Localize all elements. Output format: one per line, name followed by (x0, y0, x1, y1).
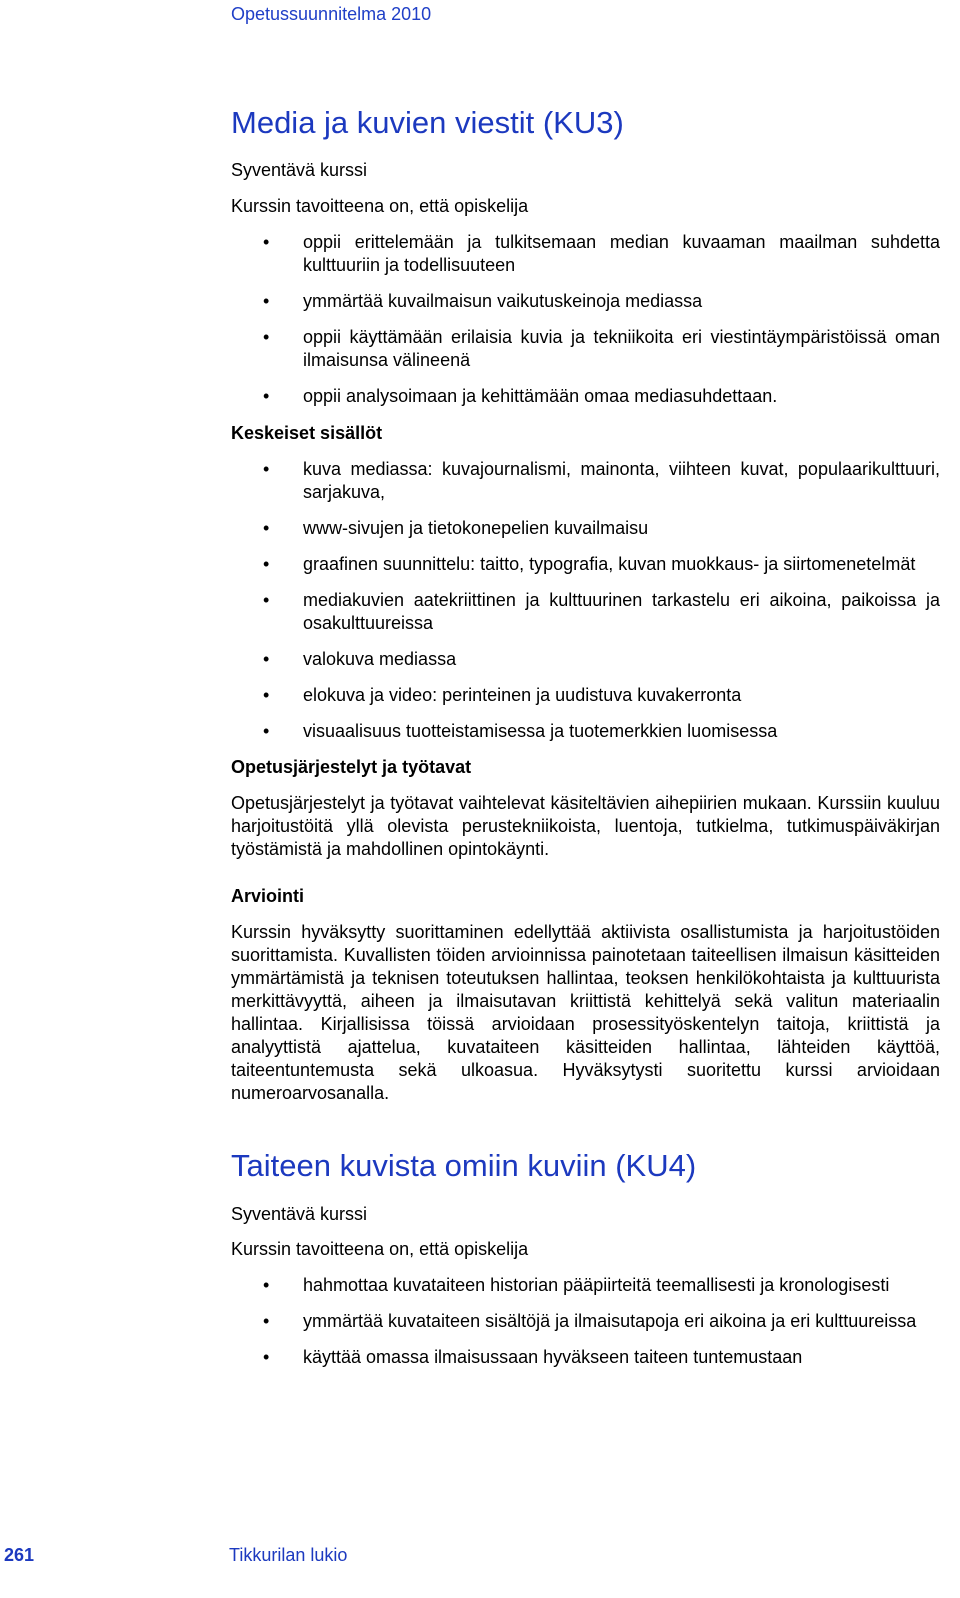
list-item: • käyttää omassa ilmaisussaan hyväkseen taiteen tuntemustaan (231, 1346, 940, 1369)
contents-heading: Keskeiset sisällöt (231, 423, 383, 443)
goals-intro-ku3: Kurssin tavoitteena on, että opiskelija (231, 196, 529, 216)
list-item: • kuva mediassa: kuvajournalismi, mainonta, viihteen kuvat, populaarikulttuuri, sarjakuva, (231, 458, 940, 504)
section-title-ku4: Taiteen kuvista omiin kuviin (KU4) (231, 1148, 697, 1183)
list-item: • graafinen suunnittelu: taitto, typografia, kuvan muokkaus- ja siirtomenetelmät (231, 553, 940, 576)
page-content (231, 104, 940, 1369)
section-title-ku3: Media ja kuvien viestit (KU3) (231, 105, 624, 140)
methods-heading: Opetusjärjestelyt ja työtavat (231, 757, 472, 777)
list-item: • valokuva mediassa (231, 648, 940, 671)
assessment-text: Kurssin hyväksytty suorittaminen edellyttää aktiivista osallistumista ja harjoitustöiden suorittamista. Kuvallisten töiden arvioinnissa painotetaan taiteellisen ilmaisun käsitteiden ymmärtämistä ja teknisen toteutuksen hallintaa, teoksen henkilökohtaista ja kulttuurista merkittävyyttä, aiheen ja ilmaisutavan kriittistä kehittelyä sekä valitun materiaalin hallintaa. Kirjallisissa töissä arvioidaan prosessityöskentelyn taitoja, kriittistä ja analyyttistä ajattelua, kuvataiteen käsitteiden hallintaa, lähteiden käyttöä, taiteentuntemusta sekä ulkoasua. Hyväksytysti suoritettu kurssi arvioidaan numeroarvosanalla. (231, 922, 940, 1103)
list-item: • visuaalisuus tuotteistamisessa ja tuotemerkkien luomisessa (231, 720, 940, 743)
course-type-ku4: Syventävä kurssi (231, 1204, 368, 1224)
list-item: • oppii erittelemään ja tulkitsemaan median kuvaaman maailman suhdetta kulttuuriin ja todellisuuteen (231, 231, 940, 277)
methods-text: Opetusjärjestelyt ja työtavat vaihtelevat käsiteltävien aihepiirien mukaan. Kurssiin kuuluu harjoitustöitä yllä olevista perustekniikoista, luentoja, tutkielma, tutkimuspäiväkirjan työstämistä ja mahdollinen opintokäynti. (231, 793, 940, 859)
goals-list-ku4 (231, 1274, 940, 1369)
list-item: • mediakuvien aatekriittinen ja kulttuurinen tarkastelu eri aikoina, paikoissa ja osakulttuureissa (231, 589, 940, 635)
list-item: • hahmottaa kuvataiteen historian pääpiirteitä teemallisesti ja kronologisesti (231, 1274, 940, 1297)
list-item: • oppii käyttämään erilaisia kuvia ja tekniikoita eri viestintäympäristöissä oman ilmaisunsa välineenä (231, 326, 940, 372)
course-type-ku3: Syventävä kurssi (231, 160, 368, 180)
page-number: 261 (4, 1545, 35, 1565)
list-item: • oppii analysoimaan ja kehittämään omaa mediasuhdettaan. (231, 385, 940, 408)
document-header: Opetussuunnitelma 2010 (231, 4, 432, 24)
assessment-heading: Arviointi (231, 886, 305, 906)
list-item: • elokuva ja video: perinteinen ja uudistuva kuvakerronta (231, 684, 940, 707)
goals-intro-ku4: Kurssin tavoitteena on, että opiskelija (231, 1239, 529, 1259)
school-name: Tikkurilan lukio (229, 1545, 348, 1565)
list-item: • ymmärtää kuvailmaisun vaikutuskeinoja mediassa (231, 290, 940, 313)
contents-list (231, 458, 940, 743)
list-item: • www-sivujen ja tietokonepelien kuvailmaisu (231, 517, 940, 540)
goals-list-ku3 (231, 231, 940, 408)
list-item: • ymmärtää kuvataiteen sisältöjä ja ilmaisutapoja eri aikoina ja eri kulttuureissa (231, 1310, 940, 1333)
